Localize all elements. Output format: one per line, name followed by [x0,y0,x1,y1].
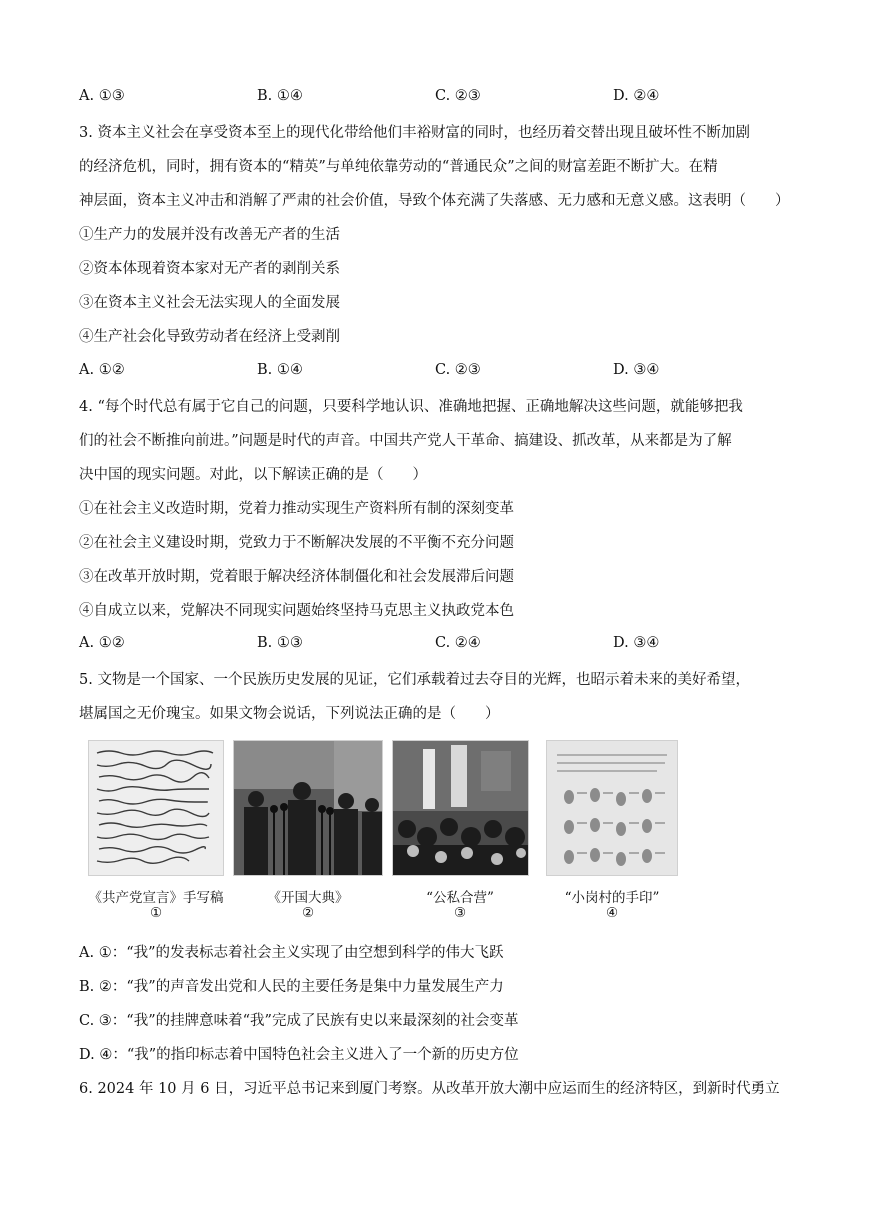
q3-options [79,362,799,382]
option-a[interactable]: A. ①：“我”的发表标志着社会主义实现了由空想到科学的伟大飞跃 [79,945,504,961]
q4-item: ②在社会主义建设时期，党致力于不断解决发展的不平衡不充分问题 [79,535,514,551]
option-b[interactable]: B. ①④ [257,88,303,104]
q4-stem-line: 们的社会不断推向前进。”问题是时代的声音。中国共产党人干革命、搞建设、抓改革，从来都是为了解 [79,433,732,449]
option-b[interactable]: B. ①③ [257,635,303,651]
option-d[interactable]: D. ③④ [613,362,660,378]
option-d[interactable]: D. ③④ [613,635,660,651]
q5-stem-line: 5. 文物是一个国家、一个民族历史发展的见证，它们承载着过去夺目的光辉，也昭示着未来的美好希望， [79,672,750,688]
manifesto-manuscript-image [88,740,224,876]
q4-stem-line: 4. “每个时代总有属于它自己的问题，只要科学地认识、准确地把握、正确地解决这些问题，就能够把我 [79,399,743,415]
image-caption: “公私合营” [426,890,494,906]
option-a[interactable]: A. ①② [79,362,125,378]
option-b[interactable]: B. ①④ [257,362,303,378]
option-a[interactable]: A. ①② [79,635,125,651]
image-number: ① [149,905,163,921]
q3-item: ①生产力的发展并没有改善无产者的生活 [79,227,340,243]
q3-item: ②资本体现着资本家对无产者的剥削关系 [79,261,340,277]
image-number: ③ [453,905,467,921]
q6-stem-line: 6. 2024 年 10 月 6 日，习近平总书记来到厦门考察。从改革开放大潮中应运而生的经济特区，到新时代勇立 [79,1081,780,1097]
xiaogang-fingerprints-image [546,740,678,876]
q3-item: ③在资本主义社会无法实现人的全面发展 [79,295,340,311]
q4-item: ③在改革开放时期，党着眼于解决经济体制僵化和社会发展滞后问题 [79,569,514,585]
q4-options [79,635,799,655]
q5-stem-line: 堪属国之无价瑰宝。如果文物会说话，下列说法正确的是（ ） [79,706,500,722]
image-caption: “小岗村的手印” [564,890,660,906]
q3-stem-line: 3. 资本主义社会在享受资本至上的现代化带给他们丰裕财富的同时，也经历着交替出现且破坏性不断加剧 [79,125,750,141]
option-d[interactable]: D. ②④ [613,88,660,104]
option-c[interactable]: C. ②③ [435,362,481,378]
image-caption: 《开国大典》 [267,890,349,906]
option-c[interactable]: C. ③：“我”的挂牌意味着“我”完成了民族有史以来最深刻的社会变革 [79,1013,519,1029]
q3-stem-line: 神层面，资本主义冲击和消解了严肃的社会价值，导致个体充满了失落感、无力感和无意义感。这表明（ ） [79,193,790,209]
image-number: ② [301,905,315,921]
q4-item: ④自成立以来，党解决不同现实问题始终坚持马克思主义执政党本色 [79,603,514,619]
option-b[interactable]: B. ②：“我”的声音发出党和人民的主要任务是集中力量发展生产力 [79,979,504,995]
q2-options [79,88,799,108]
q4-item: ①在社会主义改造时期，党着力推动实现生产资料所有制的深刻变革 [79,501,514,517]
option-a[interactable]: A. ①③ [79,88,125,104]
q3-item: ④生产社会化导致劳动者在经济上受剥削 [79,329,340,345]
q3-stem-line: 的经济危机，同时，拥有资本的“精英”与单纯依靠劳动的“普通民众”之间的财富差距不断扩大。在精 [79,159,718,175]
image-caption: 《共产党宣言》手写稿 [88,890,224,906]
option-c[interactable]: C. ②③ [435,88,481,104]
founding-ceremony-image [233,740,383,876]
option-d[interactable]: D. ④：“我”的指印标志着中国特色社会主义进入了一个新的历史方位 [79,1047,519,1063]
option-c[interactable]: C. ②④ [435,635,481,651]
image-number: ④ [605,905,619,921]
public-private-partnership-image [392,740,529,876]
q4-stem-line: 决中国的现实问题。对此，以下解读正确的是（ ） [79,467,427,483]
